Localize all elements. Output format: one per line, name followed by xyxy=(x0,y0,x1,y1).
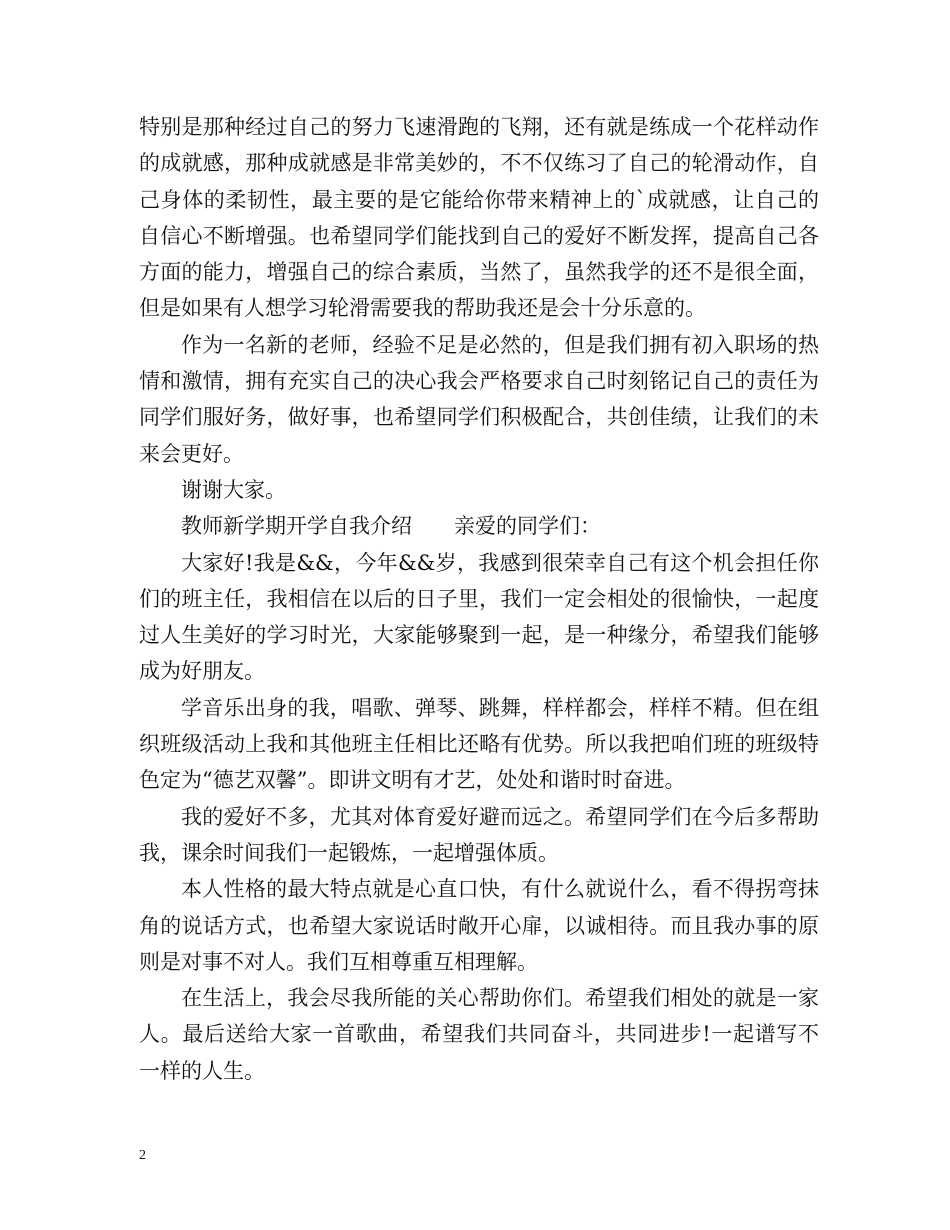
paragraph-closing: 在生活上，我会尽我所能的关心帮助你们。希望我们相处的就是一家人。最后送给大家一首歌曲，希望我们共同奋斗，共同进步!一起谱写不一样的人生。 xyxy=(139,986,819,1083)
paragraph-personality: 本人性格的最大特点就是心直口快，有什么就说什么，看不得拐弯抹角的说话方式，也希望大家说话时敞开心扉，以诚相待。而且我办事的原则是对事不对人。我们互相尊重互相理解。 xyxy=(139,877,819,974)
paragraph-new-teacher: 作为一名新的老师，经验不足是必然的，但是我们拥有初入职场的热情和激情，拥有充实自己的决心我会严格要求自己时刻铭记自己的责任为同学们服好务，做好事，也希望同学们积极配合，共创佳绩，让我们的未来会更好。 xyxy=(139,332,819,466)
paragraph-thanks: 谢谢大家。 xyxy=(181,477,286,502)
paragraph-music-background: 学音乐出身的我，唱歌、弹琴、跳舞，样样都会，样样不精。但在组织班级活动上我和其他班主任相比还略有优势。所以我把咱们班的班级特色定为“德艺双馨”。即讲文明有才艺，处处和谐时时奋进。 xyxy=(139,695,819,793)
document-body xyxy=(139,109,819,1089)
paragraph-heading-intro: 教师新学期开学自我介绍 亲爱的同学们： xyxy=(181,514,601,539)
paragraph-hobbies: 我的爱好不多，尤其对体育爱好避而远之。希望同学们在今后多帮助我，课余时间我们一起锻炼，一起增强体质。 xyxy=(139,804,819,865)
page-number: 2 xyxy=(139,1148,146,1163)
paragraph-continuation: 特别是那种经过自己的努力飞速滑跑的飞翔，还有就是练成一个花样动作的成就感，那种成就感是非常美妙的，不不仅练习了自己的轮滑动作，自己身体的柔韧性，最主要的是它能给你带来精神上的`成就感，让自己的自信心不断增强。也希望同学们能找到自己的爱好不断发挥，提高自己各方面的能力，增强自己的综合素质，当然了，虽然我学的还不是很全面，但是如果有人想学习轮滑需要我的帮助我还是会十分乐意的。 xyxy=(139,115,819,321)
paragraph-greeting: 大家好!我是&&，今年&&岁，我感到很荣幸自己有这个机会担任你们的班主任，我相信在以后的日子里，我们一定会相处的很愉快，一起度过人生美好的学习时光，大家能够聚到一起，是一种缘分，希望我们能够成为好朋友。 xyxy=(139,550,819,684)
